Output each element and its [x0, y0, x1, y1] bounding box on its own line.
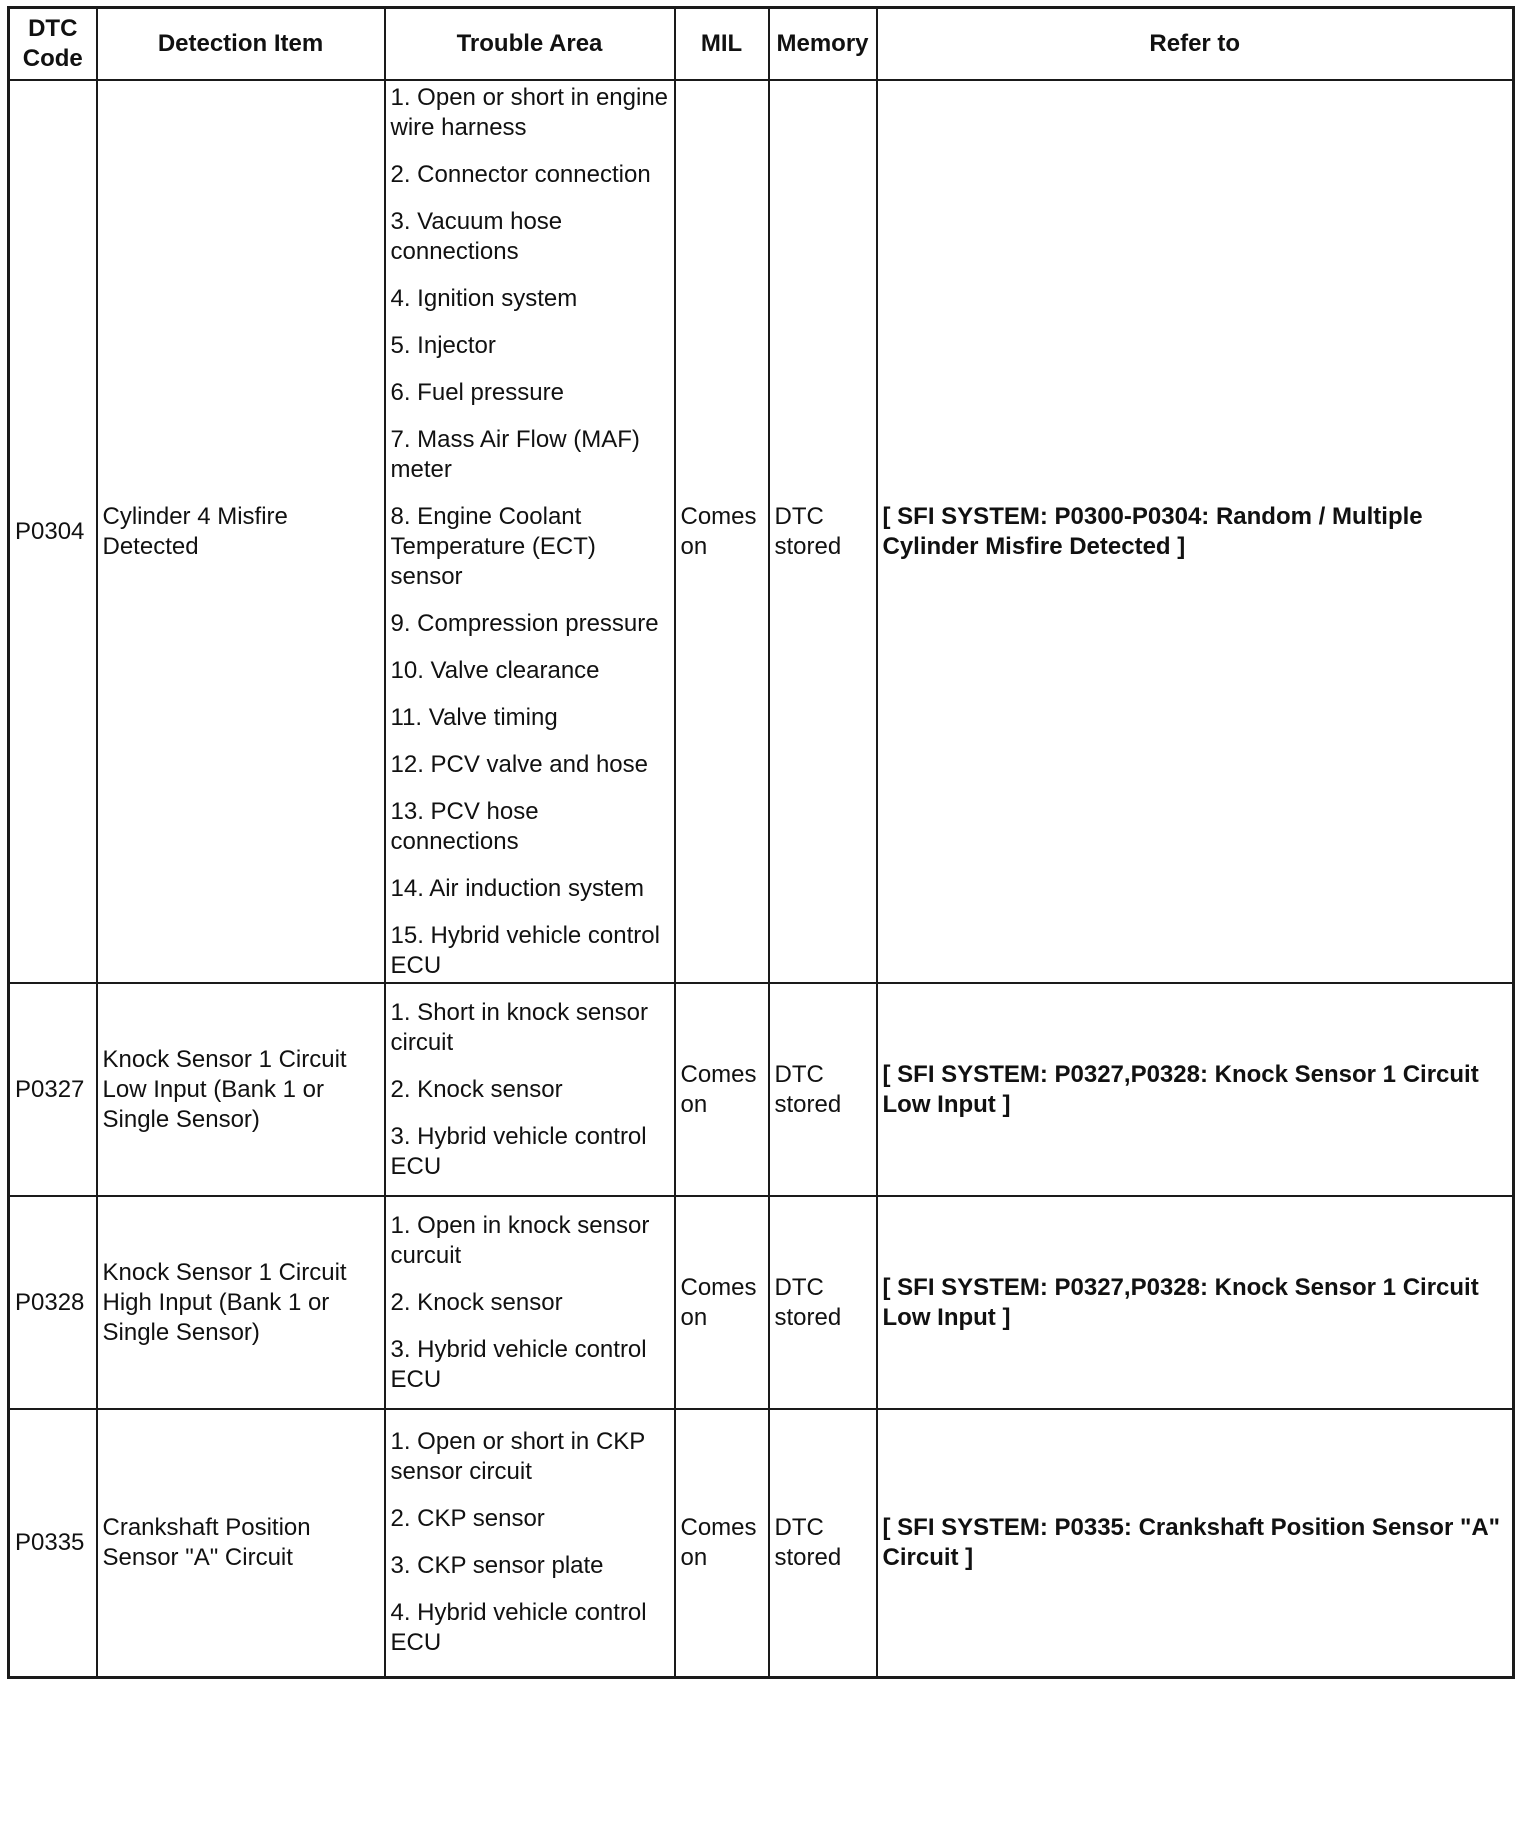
trouble-area-item: 13. PCV hose connections [390, 797, 539, 855]
trouble-area-cell [385, 1196, 675, 1409]
trouble-area-cell [385, 1409, 675, 1677]
dtc-code-cell: P0328 [9, 1196, 97, 1409]
trouble-area-item: 2. Knock sensor [390, 1288, 563, 1316]
trouble-area-list [391, 1211, 669, 1395]
trouble-area-item: 15. Hybrid vehicle control ECU [390, 921, 660, 979]
memory-cell: DTC stored [769, 1409, 877, 1677]
refer-to-cell: [ SFI SYSTEM: P0327,P0328: Knock Sensor 1 Circuit Low Input ] [877, 983, 1514, 1196]
mil-cell: Comes on [675, 983, 769, 1196]
trouble-area-item: 7. Mass Air Flow (MAF) meter [390, 425, 640, 483]
dtc-code-cell: P0335 [9, 1409, 97, 1677]
trouble-area-list [391, 1427, 669, 1658]
detection-item-cell: Cylinder 4 Misfire Detected [97, 80, 385, 983]
header-mil: MIL [675, 8, 769, 81]
trouble-area-item: 3. Hybrid vehicle control ECU [390, 1122, 647, 1180]
trouble-area-cell [385, 983, 675, 1196]
trouble-area-item: 14. Air induction system [390, 874, 644, 902]
trouble-area-item: 3. CKP sensor plate [390, 1552, 604, 1580]
table-row [9, 1409, 1514, 1677]
table-header [9, 8, 1514, 81]
dtc-table [7, 6, 1515, 1679]
trouble-area-list [391, 83, 669, 981]
table-row [9, 80, 1514, 983]
mil-cell: Comes on [675, 1409, 769, 1677]
mil-cell: Comes on [675, 1196, 769, 1409]
header-detection-item: Detection Item [97, 8, 385, 81]
refer-to-cell: [ SFI SYSTEM: P0300-P0304: Random / Multiple Cylinder Misfire Detected ] [877, 80, 1514, 983]
trouble-area-item: 12. PCV valve and hose [390, 750, 648, 778]
trouble-area-item: 8. Engine Coolant Temperature (ECT) sensor [390, 502, 596, 590]
header-trouble-area: Trouble Area [385, 8, 675, 81]
trouble-area-item: 11. Valve timing [390, 703, 558, 731]
dtc-code-cell: P0304 [9, 80, 97, 983]
trouble-area-item: 9. Compression pressure [390, 609, 659, 637]
trouble-area-item: 1. Open in knock sensor curcuit [390, 1211, 650, 1269]
trouble-area-item: 4. Hybrid vehicle control ECU [390, 1599, 647, 1657]
table-body [9, 80, 1514, 1677]
table-row [9, 1196, 1514, 1409]
trouble-area-item: 1. Open or short in engine wire harness [390, 83, 669, 141]
trouble-area-cell [385, 80, 675, 983]
mil-cell: Comes on [675, 80, 769, 983]
refer-to-cell: [ SFI SYSTEM: P0335: Crankshaft Position Sensor "A" Circuit ] [877, 1409, 1514, 1677]
header-row [9, 8, 1514, 81]
trouble-area-item: 2. Connector connection [390, 160, 651, 188]
header-dtc-code: DTC Code [9, 8, 97, 81]
detection-item-cell: Knock Sensor 1 Circuit High Input (Bank 1 or Single Sensor) [97, 1196, 385, 1409]
memory-cell: DTC stored [769, 1196, 877, 1409]
trouble-area-item: 2. Knock sensor [390, 1075, 563, 1103]
trouble-area-item: 4. Ignition system [390, 284, 578, 312]
dtc-code-cell: P0327 [9, 983, 97, 1196]
trouble-area-item: 1. Short in knock sensor circuit [390, 998, 648, 1056]
detection-item-cell: Knock Sensor 1 Circuit Low Input (Bank 1 or Single Sensor) [97, 983, 385, 1196]
memory-cell: DTC stored [769, 983, 877, 1196]
trouble-area-item: 3. Vacuum hose connections [390, 207, 563, 265]
trouble-area-list [391, 998, 669, 1182]
header-memory: Memory [769, 8, 877, 81]
trouble-area-item: 5. Injector [390, 331, 496, 359]
trouble-area-item: 6. Fuel pressure [390, 378, 564, 406]
trouble-area-item: 3. Hybrid vehicle control ECU [390, 1335, 647, 1393]
table-row [9, 983, 1514, 1196]
detection-item-cell: Crankshaft Position Sensor "A" Circuit [97, 1409, 385, 1677]
header-refer-to: Refer to [877, 8, 1514, 81]
memory-cell: DTC stored [769, 80, 877, 983]
refer-to-cell: [ SFI SYSTEM: P0327,P0328: Knock Sensor 1 Circuit Low Input ] [877, 1196, 1514, 1409]
trouble-area-item: 10. Valve clearance [390, 656, 600, 684]
trouble-area-item: 1. Open or short in CKP sensor circuit [390, 1428, 645, 1486]
trouble-area-item: 2. CKP sensor [390, 1505, 545, 1533]
